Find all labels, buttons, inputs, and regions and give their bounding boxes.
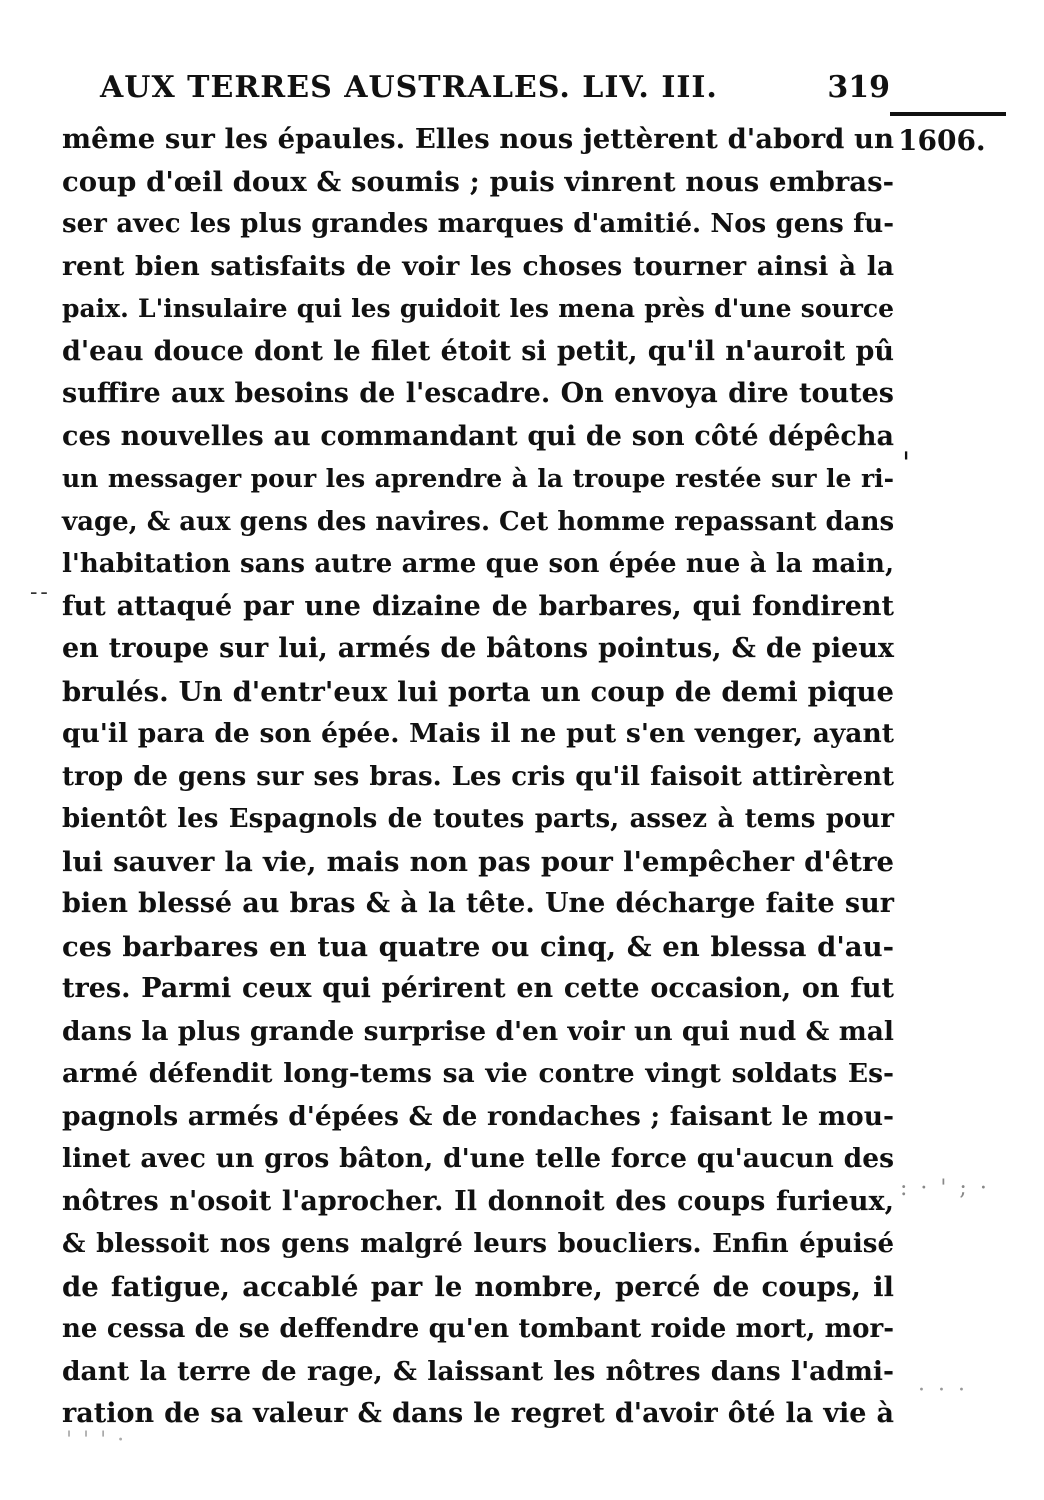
text-line: ser avec les plus grandes marques d'amitié. Nos gens fu-: [62, 209, 894, 239]
page-number: 319: [827, 70, 890, 105]
marginal-rule: [890, 112, 1006, 116]
text-line: coup d'œil doux & soumis ; puis vinrent nous embras-: [62, 165, 894, 198]
body-text: [62, 118, 894, 1436]
text-line: & blessoit nos gens malgré leurs boucliers. Enfin épuisé: [62, 1229, 894, 1259]
text-line: ces nouvelles au commandant qui de son côté dépêcha: [62, 420, 894, 452]
text-line: bien blessé au bras & à la tête. Une décharge faite sur: [62, 888, 894, 919]
text-line: suffire aux besoins de l'escadre. On envoya dire toutes: [62, 378, 894, 409]
running-head: [100, 64, 890, 112]
text-line: qu'il para de son épée. Mais il ne put s'en venger, ayant: [62, 718, 894, 749]
text-line: brulés. Un d'entr'eux lui porta un coup de demi pique: [62, 675, 894, 708]
text-line: pagnols armés d'épées & de rondaches ; faisant le mou-: [62, 1100, 894, 1132]
margin-bleedthrough: : · ' ; ·: [900, 1176, 990, 1201]
text-line: l'habitation sans autre arme que son épée nue à la main,: [62, 549, 894, 579]
text-line: un messager pour les aprendre à la troupe restée sur le ri-: [62, 464, 894, 493]
text-line: bientôt les Espagnols de toutes parts, assez à tems pour: [62, 804, 894, 834]
margin-bleedthrough: ' ' ' ·: [66, 1428, 127, 1453]
text-line: paix. L'insulaire qui les guidoit les mena près d'une source: [62, 294, 894, 323]
text-line: en troupe sur lui, armés de bâtons pointus, & de pieux: [62, 633, 894, 664]
text-line: linet avec un gros bâton, d'une telle force qu'aucun des: [62, 1143, 894, 1174]
text-line: dans la plus grande surprise d'en voir un qui nud & mal: [62, 1015, 894, 1047]
marginal-year-note: 1606.: [898, 124, 986, 157]
text-line: tres. Parmi ceux qui périrent en cette occasion, on fut: [62, 973, 894, 1004]
margin-speck: - -: [30, 580, 46, 605]
text-line: lui sauver la vie, mais non pas pour l'empêcher d'être: [62, 845, 894, 878]
margin-speck: ': [902, 446, 911, 481]
running-title: AUX TERRES AUSTRALES. LIV. III.: [100, 70, 718, 105]
text-line: de fatigue, accablé par le nombre, percé de coups, il: [62, 1270, 894, 1303]
text-line: vage, & aux gens des navires. Cet homme repassant dans: [62, 506, 895, 537]
text-line: ration de sa valeur & dans le regret d'avoir ôté la vie à: [62, 1398, 894, 1429]
text-line: trop de gens sur ses bras. Les cris qu'il faisoit attirèrent: [62, 761, 894, 792]
text-line: fut attaqué par une dizaine de barbares, qui fondirent: [62, 590, 894, 622]
text-line: dant la terre de rage, & laissant les nôtres dans l'admi-: [62, 1355, 894, 1387]
text-line: rent bien satisfaits de voir les choses tourner ainsi à la: [62, 250, 894, 282]
text-line: d'eau douce dont le filet étoit si petit, qu'il n'auroit pû: [62, 335, 894, 367]
text-line: armé défendit long-tems sa vie contre vingt soldats Es-: [62, 1058, 894, 1089]
text-line: nôtres n'osoit l'aprocher. Il donnoit des coups furieux,: [62, 1185, 894, 1217]
text-line: ces barbares en tua quatre ou cinq, & en blessa d'au-: [62, 930, 894, 963]
text-line: même sur les épaules. Elles nous jettèrent d'abord un: [62, 123, 894, 155]
text-line: ne cessa de se deffendre qu'en tombant roide mort, mor-: [62, 1314, 894, 1344]
margin-bleedthrough: · · ·: [918, 1378, 968, 1403]
